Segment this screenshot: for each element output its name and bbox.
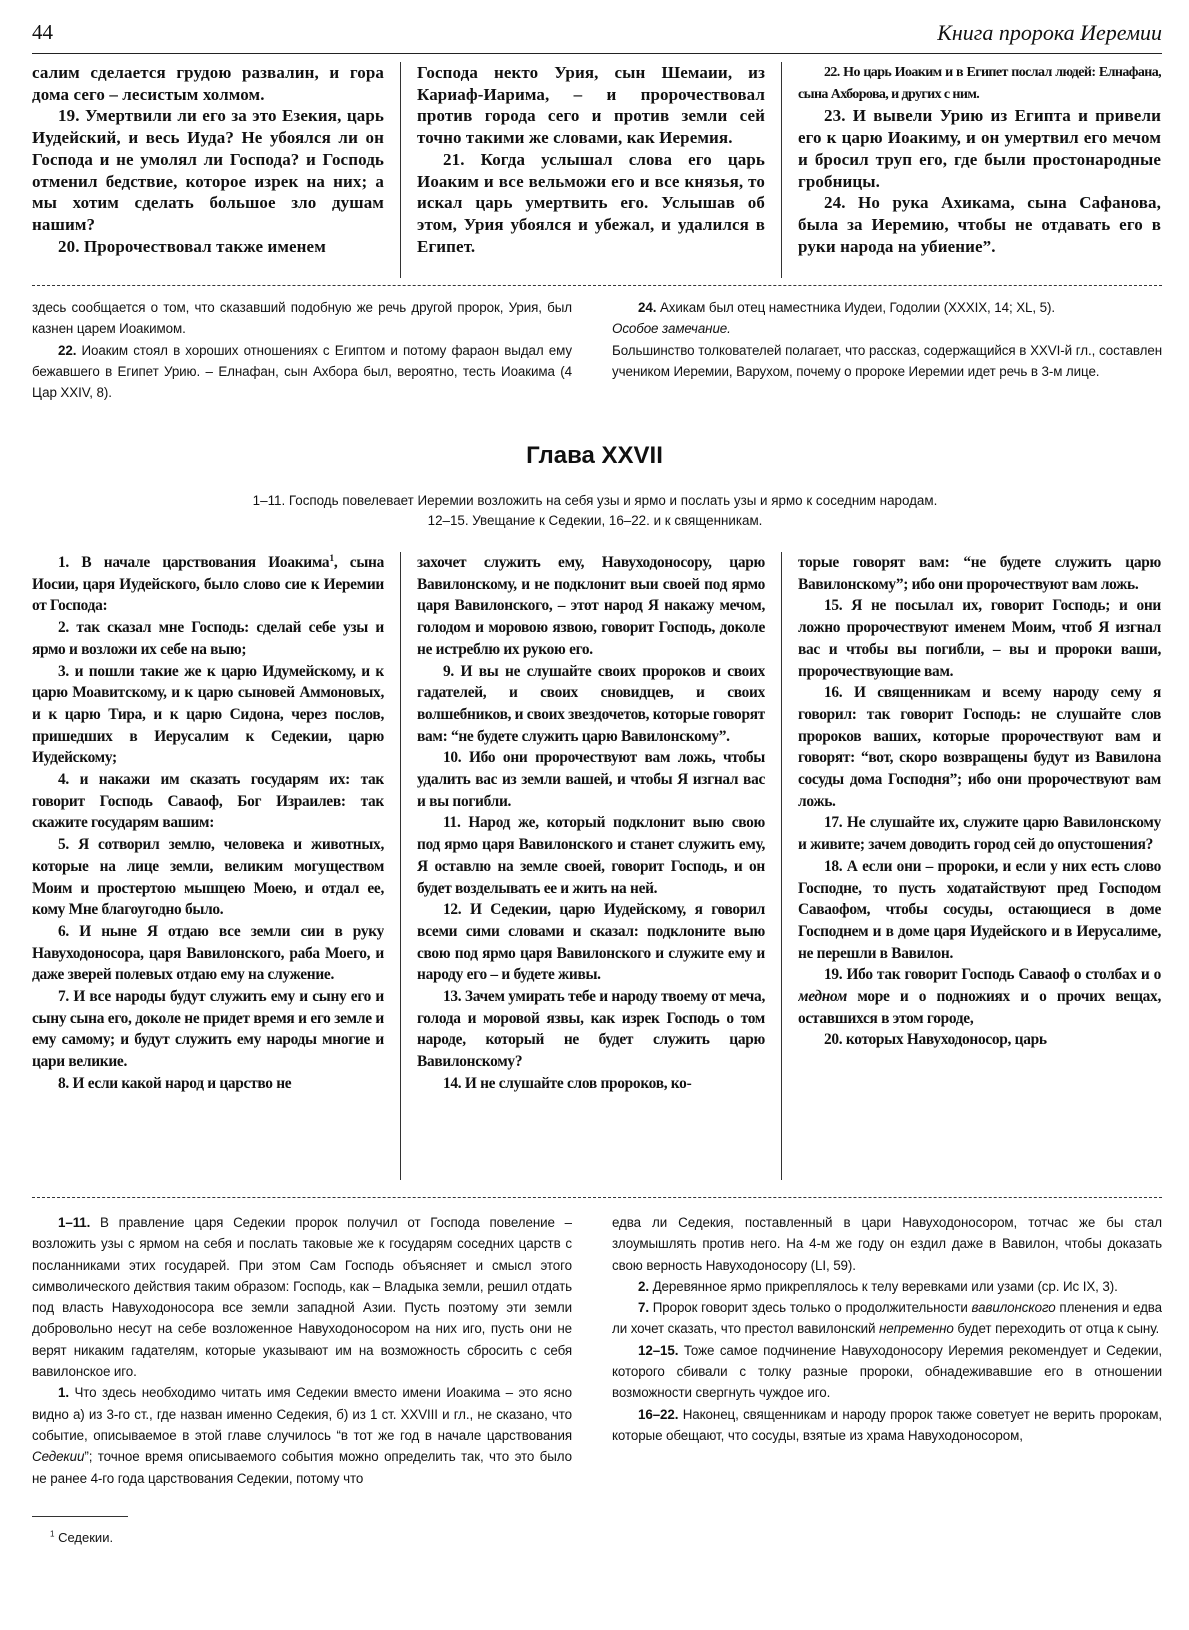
top-commentary xyxy=(32,297,1162,415)
verse: 18. А если они – пророки, и если у них есть слово Господне, то пусть ходатайствуют пред Господом Саваофом, чтобы сосуды, остающиеся в доме Господнем и в доме царя Иудейского и в Иерусалиме, не перешли в Вавилон. xyxy=(798,857,1161,962)
verse: 1. В начале царствования Иоакима$^1$, сына Иосии, царя Иудейского, было слово сие к Иеремии от Господа: xyxy=(32,552,384,615)
verse: 12. И Седекии, царю Иудейскому, я говорил всеми сими словами и сказал: подклоните выю свою под ярмо царя Вавилонского и служите ему и народу его – и будете живы. xyxy=(417,901,765,984)
verse-ref: 16–22. xyxy=(638,1406,679,1422)
verse: 2. так сказал мне Господь: сделай себе узы и ярмо и возложи их себе на выю; xyxy=(32,619,384,658)
footnote-marker: 1 xyxy=(329,552,334,564)
bottom-commentary-right xyxy=(612,1212,1162,1504)
top-text-column-2 xyxy=(417,62,765,278)
section-divider xyxy=(32,285,1162,286)
main-text-column-1 xyxy=(32,552,384,1180)
column-divider xyxy=(781,552,782,1180)
verse: салим сделается грудою развалин, и гора дома сего – лесистым холмом. xyxy=(32,63,384,104)
verse: 21. Когда услышал слова его царь Иоаким и все вельможи его и все князья, то искал царь умертвить его. Услышав об этом, Урия убоялся и убежал, и удалился в Египет. xyxy=(417,149,765,256)
verse: 23. И вывели Урию из Египта и привели его к царю Иоакиму, и он умертвил его мечом и бросил труп его, где были простонародные гробницы. xyxy=(798,106,1161,191)
verse: 15. Я не посылал их, говорит Господь; и они ложно пророчествуют именем Моим, чтоб Я изгнал вас и чтобы вы погибли, – вы и пророки ваши, пророчествующие вам. xyxy=(798,597,1161,680)
verse-ref: 22. xyxy=(58,342,77,358)
commentary-paragraph: 16–22. Наконец, священникам и народу пророк также советует не верить пророкам, которые обещают, что сосуды, взятые из храма Навуходоносором, xyxy=(612,1406,1162,1443)
column-divider xyxy=(781,62,782,278)
running-title: Книга пророка Иеремии xyxy=(937,20,1162,45)
chapter-summary-line: 12–15. Увещание к Седекии, 16–22. и к священникам. xyxy=(427,513,763,528)
column-divider xyxy=(400,552,401,1180)
verse: 22. Но царь Иоаким и в Египет послал людей: Елнафана, сына Ахборова, и других с ним. xyxy=(798,65,1161,102)
commentary-paragraph: Большинство толкователей полагает, что рассказ, содержащийся в XXVI-й гл., составлен учеником Иеремии, Варухом, почему о пророке Иеремии идет речь в 3-м лице. xyxy=(612,342,1162,379)
verse: 11. Народ же, который подклонит выю свою под ярмо царя Вавилонского и станет служить ему, Я оставлю на земле своей, говорит Господь, и он будет возделывать ее и жить на ней. xyxy=(417,814,765,897)
verse: Господа некто Урия, сын Шемаии, из Кариаф-Иарима, – и пророчествовал против города сего и против земли сей точно такими же словами, как Иеремия. xyxy=(417,63,765,148)
verse: 5. Я сотворил землю, человека и животных, которые на лице земли, великим могуществом Моим и простертою мышцею Моею, и отдал ее, кому Мне благоугодно было. xyxy=(32,836,384,919)
commentary-paragraph: 2. Деревянное ярмо прикреплялось к телу веревками или узами (ср. Ис IX, 3). xyxy=(638,1278,1118,1294)
commentary-paragraph: 1. Что здесь необходимо читать имя Седекии вместо имени Иоакима – это ясно видно а) из 3-го ст., где назван именно Седекия, б) из 1 ст. XXVIII и гл., не сказано, что событие, описываемое в этой главе случилось “в тот же год в начале царствования Седекии”; точное время описываемого события можно определить так, что это было не ранее 4-го года царствования Седекии, потому что xyxy=(32,1385,572,1486)
verse: 4. и накажи им сказать государям их: так говорит Господь Саваоф, Бог Израилев: так скажите государям вашим: xyxy=(32,771,384,832)
top-commentary-left xyxy=(32,297,572,415)
verse-ref: 12–15. xyxy=(638,1342,679,1358)
main-text-column-2 xyxy=(417,552,765,1180)
bottom-commentary xyxy=(32,1212,1162,1504)
top-bible-text xyxy=(32,62,1162,278)
verse: 10. Ибо они пророчествуют вам ложь, чтобы удалить вас из земли вашей, и чтобы Я изгнал вас и вы погибли. xyxy=(417,749,765,810)
chapter-title: Глава XXVII xyxy=(526,442,663,469)
verse: 19. Умертвили ли его за это Езекия, царь Иудейский, и весь Иуда? Не убоялся ли он Господа и не умолял ли Господа? и Господь отменил бедствие, которое изрек на них; а мы хотим сделать большое зло душам нашим? xyxy=(32,106,384,234)
footnote-divider xyxy=(32,1516,128,1517)
verse: 20. которых Навуходоносор, царь xyxy=(824,1031,1047,1049)
commentary-paragraph: здесь сообщается о том, что сказавший подобную же речь другой пророк, Урия, был казнен царем Иоакимом. xyxy=(32,300,572,337)
page-number: 44 xyxy=(32,20,53,44)
verse: захочет служить ему, Навуходоносору, царю Вавилонскому, и не подклонит выи своей под ярмо царя Вавилонского, – этот народ Я накажу мечом, голодом и моровою язвою, говорит Господь, доколе не истреблю их рукою его. xyxy=(417,554,765,658)
verse: 8. И если какой народ и царство не xyxy=(58,1074,292,1092)
column-divider xyxy=(400,62,401,278)
verse: 19. Ибо так говорит Господь Саваоф о столбах и о медном море и о подножиях и о прочих вещах, оставшихся в этом городе, xyxy=(798,966,1161,1027)
verse-ref: 7. xyxy=(638,1300,649,1316)
verse: 24. Но рука Ахикама, сына Сафанова, была за Иеремию, чтобы не отдавать его в руки народа на убиение”. xyxy=(798,193,1161,256)
verse: 9. И вы не слушайте своих пророков и своих гадателей, и своих сновидцев, и своих волшебников, и своих звездочетов, которые говорят вам: “не будете служить царю Вавилонскому”. xyxy=(417,662,765,745)
verse-ref: 24. xyxy=(638,300,657,315)
footnote: $^1$ Седекии. xyxy=(50,1529,114,1545)
commentary-paragraph: 22. Иоаким стоял в хороших отношениях с Египтом и потому фараон выдал ему бежавшего в Египет Урию. – Елнафан, сын Ахбора был, вероятно, тесть Иоакима (4 Цар XXIV, 8). xyxy=(32,342,572,401)
top-commentary-right xyxy=(612,297,1162,415)
commentary-paragraph: 24. Ахикам был отец наместника Иудеи, Годолии (XXXIX, 14; XL, 5). xyxy=(638,300,1055,315)
verse: 20. Пророчествовал также именем xyxy=(58,236,326,256)
verse: 13. Зачем умирать тебе и народу твоему от меча, голода и моровой язвы, как изрек Господь о том народе, который не будет служить царю Вавилонскому? xyxy=(417,988,765,1071)
verse: 6. И ныне Я отдаю все земли сии в руку Навуходоносора, царя Вавилонского, раба Моего, и даже зверей полевых отдаю ему на служение. xyxy=(32,922,384,984)
bottom-commentary-left xyxy=(32,1212,572,1504)
main-bible-text xyxy=(32,552,1162,1180)
commentary-paragraph: едва ли Седекия, поставленный в цари Навуходоносором, тотчас же бы стал злоумышлять против него. На 4-м же году он ездил даже в Вавилон, чтобы доказать свою верность Навуходоносору (LI, 59). xyxy=(612,1215,1162,1273)
verse: 17. Не слушайте их, служите царю Вавилонскому и живите; зачем доводить город сей до опустошения? xyxy=(798,814,1161,854)
section-divider xyxy=(32,1197,1162,1198)
verse: 14. И не слушайте слов пророков, ко- xyxy=(443,1074,692,1092)
verse-ref: 2. xyxy=(638,1278,649,1294)
chapter-summary xyxy=(60,491,1130,531)
verse: 16. И священникам и всему народу сему я говорил: так говорит Господь: не слушайте слов пророков ваших, которые пророчествуют вам и говорят: “вот, скоро возвращены будут из Вавилона сосуды дома Господня”; ибо они пророчествуют вам ложь. xyxy=(798,684,1161,810)
special-note-heading: Особое замечание. xyxy=(612,321,731,337)
commentary-paragraph: 1–11. В правление царя Седекии пророк получил от Господа повеление – возложить узы с ярмом на себя и послать таковые же к государям соседних царств с посланниками этих государей. При этом Сам Господь объясняет и смысл этого символического действия таким образом: Господь, как – Владыка земли, решил отдать под власть Навуходоносора все земли западной Азии. Пусть поэтому эти земли добровольно несут на себе возложенное Навуходоносором на них иго, пусть они не верят никаким гадателям, которые указывают им на возможность сбросить с себя вавилонское иго. xyxy=(32,1215,572,1380)
commentary-paragraph: 12–15. Тоже самое подчинение Навуходоносору Иеремия рекомендует и Седекии, которого сбивали с толку разные пророки, обнадеживавшие его в отношении возможности свергнуть чуждое иго. xyxy=(612,1342,1162,1401)
footnote-number: 1 xyxy=(50,1529,55,1539)
chapter-summary-line: 1–11. Господь повелевает Иеремии возложить на себя узы и ярмо и послать узы и ярмо к соседним народам. xyxy=(252,493,938,508)
verse-ref: 1. xyxy=(58,1385,69,1401)
verse-ref: 1–11. xyxy=(58,1215,91,1230)
commentary-paragraph: 7. Пророк говорит здесь только о продолжительности вавилонского пленения и едва ли хочет сказать, что престол вавилонский непременно будет переходить от отца к сыну. xyxy=(612,1300,1162,1337)
main-text-column-3 xyxy=(798,552,1161,1180)
verse: 7. И все народы будут служить ему и сыну его и сыну сына его, доколе не придет время и его земле и ему самому; и будут служить ему народы многие и цари великие. xyxy=(32,988,384,1071)
page-header xyxy=(32,18,1162,54)
verse: 3. и пошли такие же к царю Идумейскому, и к царю Моавитскому, и к царю сыновей Аммоновых, и к царю Тира, и к царю Сидона, через послов, пришедших в Иерусалим к Седекии, царю Иудейскому; xyxy=(32,662,384,767)
top-text-column-3 xyxy=(798,62,1161,278)
top-text-column-1 xyxy=(32,62,384,278)
verse: торые говорят вам: “не будете служить царю Вавилонскому”; ибо они пророчествуют вам ложь. xyxy=(798,554,1161,593)
